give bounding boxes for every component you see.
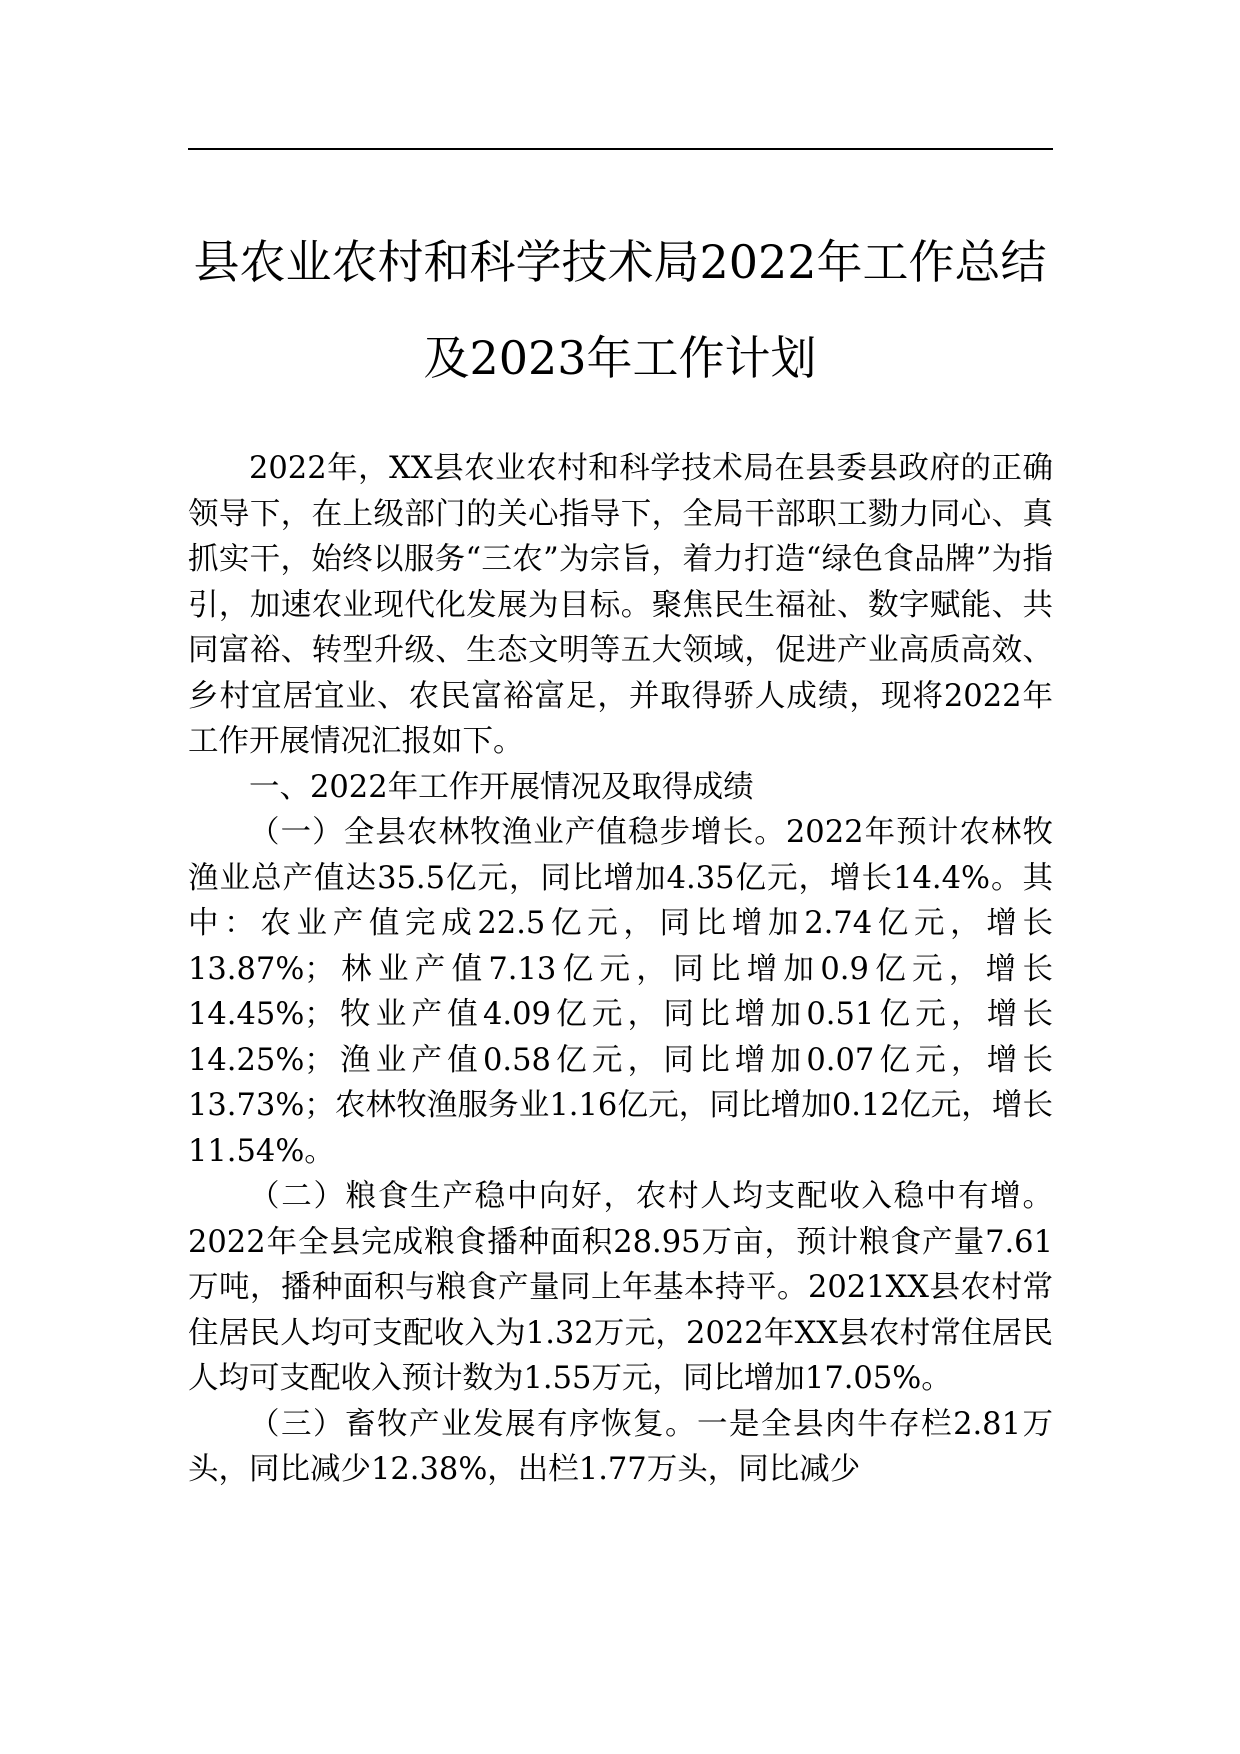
paragraph-intro: 2022年，XX县农业农村和科学技术局在县委县政府的正确领导下，在上级部门的关心指导下，全局干部职工勠力同心、真抓实干，始终以服务“三农”为宗旨，着力打造“绿色食品牌”为指引，加速农业现代化发展为目标。聚焦民生福祉、数字赋能、共同富裕、转型升级、生态文明等五大领域，促进产业高质高效、乡村宜居宜业、农民富裕富足，并取得骄人成绩，现将2022年工作开展情况汇报如下。 [188, 451, 1053, 759]
document-body [188, 446, 1053, 1493]
header-rule [188, 148, 1053, 150]
document-title-line-2: 及2023年工作计划 [423, 331, 817, 385]
paragraph-grain-income: （二）粮食生产稳中向好，农村人均支配收入稳中有增。2022年全县完成粮食播种面积28.95万亩，预计粮食产量7.61万吨，播种面积与粮食产量同上年基本持平。2021XX县农村常住居民人均可支配收入为1.32万元，2022年XX县农村常住居民人均可支配收入预计数为1.55万元，同比增加17.05%。 [188, 1179, 1053, 1396]
paragraph-livestock: （三）畜牧产业发展有序恢复。一是全县肉牛存栏2.81万头，同比减少12.38%，出栏1.77万头，同比减少 [188, 1406, 1053, 1487]
paragraph-output-value: （一）全县农林牧渔业产值稳步增长。2022年预计农林牧渔业总产值达35.5亿元，同比增加4.35亿元，增长14.4%。其中：农业产值完成22.5亿元，同比增加2.74亿元，增长13.87%；林业产值7.13亿元，同比增加0.9亿元，增长14.45%；牧业产值4.09亿元，同比增加0.51亿元，增长14.25%；渔业产值0.58亿元，同比增加0.07亿元，增长13.73%；农林牧渔服务业1.16亿元，同比增加0.12亿元，增长11.54%。 [188, 815, 1053, 1169]
document-title-line-1: 县农业农村和科学技术局2022年工作总结 [193, 235, 1047, 289]
section-heading-1: 一、2022年工作开展情况及取得成绩 [249, 769, 754, 805]
